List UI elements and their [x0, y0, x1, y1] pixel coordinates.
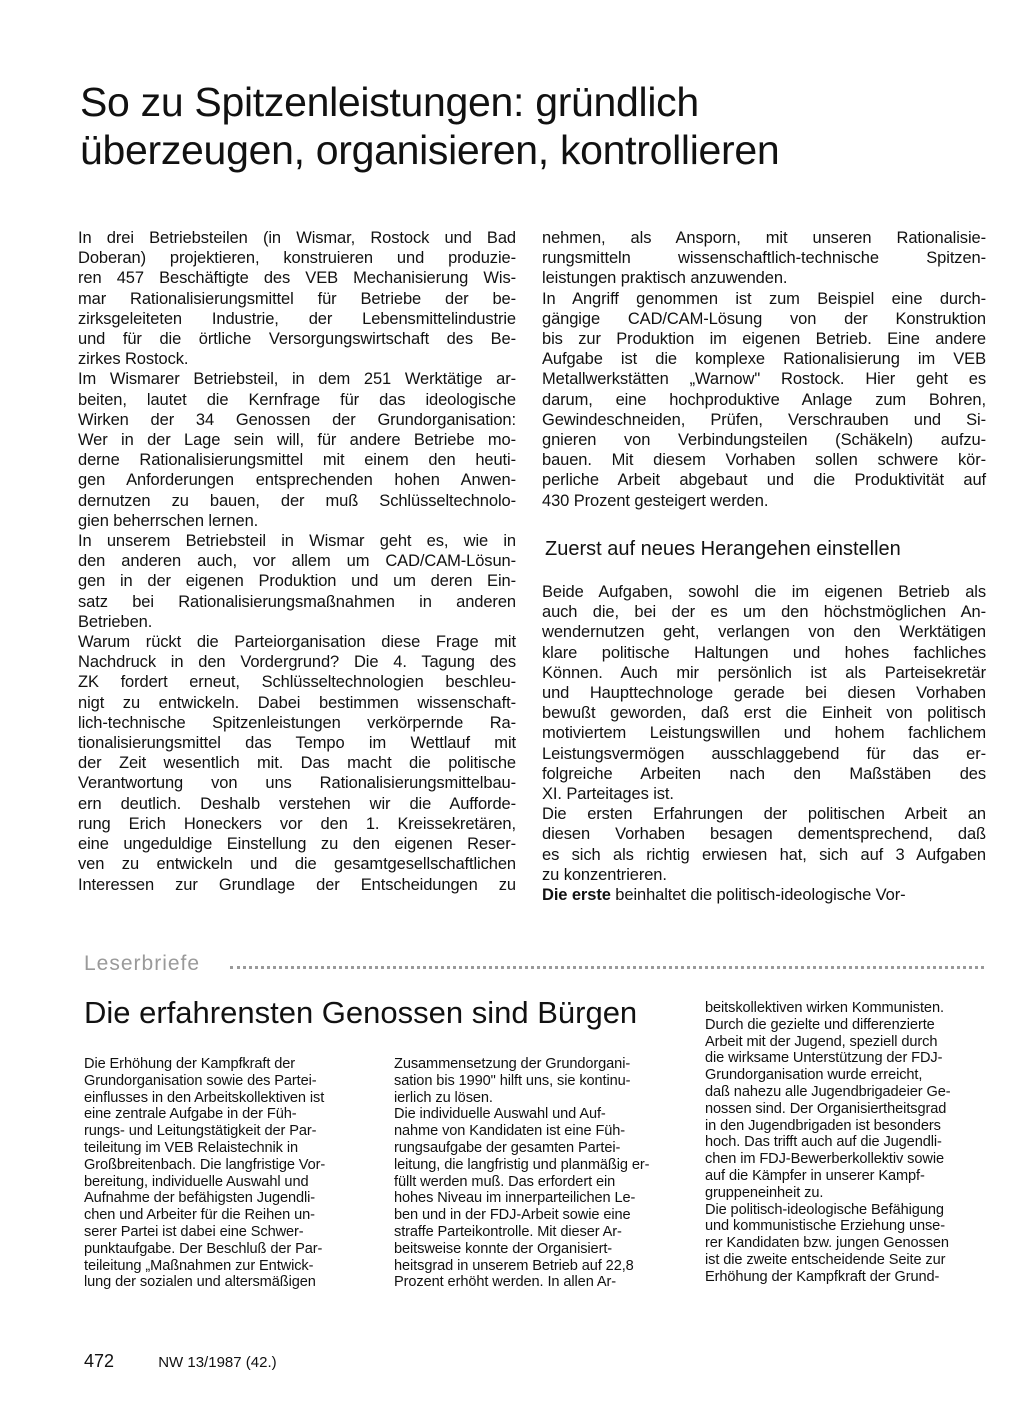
text-line: klare politische Haltungen und hohes fachliches — [542, 643, 986, 662]
text-line: Warum rückt die Parteiorganisation diese Frage mit — [78, 633, 516, 652]
text-line: serer Partei ist dabei eine Schwer- — [84, 1223, 304, 1240]
text-line: Aufgabe ist die komplexe Rationalisierung im VEB — [542, 350, 986, 369]
text-line: Prozent erhöht werden. In allen Ar- — [394, 1274, 617, 1291]
text-line: chen im FDJ-Bewerberkollektiv sowie — [705, 1151, 944, 1168]
text-line: chen und Arbeiter für die Reihen un- — [84, 1207, 315, 1224]
text-line: dernutzen zu bauen, der muß Schlüsseltechnolo- — [78, 491, 516, 510]
text-line: Beide Aufgaben, sowohl die im eigenen Betrieb als — [542, 583, 986, 601]
text-line: ierlich zu lösen. — [394, 1089, 493, 1106]
text-line: beitskollektiven wirken Kommunisten. — [705, 1000, 944, 1016]
text-line: Nachdruck in den Vordergrund? Die 4. Tagung des — [78, 653, 516, 672]
text-line: bewußt geworden, daß erst die Einheit von politisch — [542, 704, 986, 723]
text-line: satz bei Rationalisierungsmaßnahmen in anderen — [78, 592, 516, 611]
text-line: gen Anforderungen entsprechenden hohen Anwen- — [78, 471, 516, 490]
text-line: Die individuelle Auswahl und Auf- — [394, 1106, 606, 1123]
text-line: Interessen zur Grundlage der Entscheidungen zu — [78, 875, 516, 894]
text-line: es sich als richtig erwiesen hat, sich auf 3 Aufgaben — [542, 845, 986, 864]
page-number: 472 — [84, 1351, 115, 1371]
text-line: straffe Parteikontrolle. Mit dieser Ar- — [394, 1223, 622, 1240]
text-line: ern deutlich. Deshalb verstehen wir die Aufforde- — [78, 794, 516, 813]
article1-right-column-bottom — [542, 582, 986, 885]
text-line: Grundorganisation wurde erreicht, — [705, 1067, 923, 1084]
text-line: motiviertem Leistungswillen und hohem fachlichem — [542, 724, 986, 743]
text-line: die wirksame Unterstützung der FDJ- — [705, 1050, 943, 1067]
text-line: füllt werden muß. Das erfordert ein — [394, 1173, 616, 1190]
text-line: diesen Vorhaben besagen dementsprechend, daß — [542, 825, 986, 844]
text-line: In Angriff genommen ist zum Beispiel eine durch- — [542, 289, 986, 308]
text-line: 430 Prozent gesteigert werden. — [542, 491, 769, 510]
text-line: auch die, bei der es um den höchstmöglichen An- — [542, 603, 986, 622]
headline-line-1: So zu Spitzenleistungen: gründlich — [80, 79, 699, 125]
text-line: zirksgeleiteten Industrie, der Lebensmittelindustrie — [78, 309, 516, 328]
text-line: beitsweise konnte der Organisiert- — [394, 1240, 613, 1257]
text-line: rung Erich Honeckers vor den 1. Kreissekretären, — [78, 814, 516, 833]
text-line: gnieren von Verbindungsteilen (Schäkeln) aufzu- — [542, 431, 986, 450]
headline-line-2: überzeugen, organisieren, kontrollieren — [80, 127, 780, 173]
text-line: rer Kandidaten bzw. jungen Genossen — [705, 1235, 949, 1252]
page-footer — [84, 1351, 277, 1372]
text-line: Die Erhöhung der Kampfkraft der — [84, 1056, 296, 1072]
text-line: Grundorganisation sowie des Partei- — [84, 1072, 317, 1089]
text-line: Wer in der Lage sein will, für andere Betriebe mo- — [78, 431, 516, 450]
text-line: Metallwerkstätten „Warnow" Rostock. Hier geht es — [542, 370, 986, 389]
headline — [80, 78, 940, 174]
text-line: daß nahezu alle Jugendbrigadeier Ge- — [705, 1083, 951, 1100]
text-line: den anderen auch, vor allem um CAD/CAM-Lösun- — [78, 552, 516, 571]
text-line: teileitung „Maßnahmen zur Entwick- — [84, 1257, 314, 1274]
text-line: nossen sind. Der Organisiertheitsgrad — [705, 1100, 947, 1117]
article2-column-1 — [84, 1056, 370, 1291]
text-line: wendernutzen geht, verlangen von den Werktätigen — [542, 623, 986, 642]
text-line: bereitung, individuelle Auswahl und — [84, 1173, 309, 1190]
text-line: sation bis 1990" hilft uns, sie kontinu- — [394, 1072, 631, 1089]
text-line: der Zeit wesentlich mit. Das macht die politische — [78, 754, 516, 773]
text-line: leitung, die langfristig und planmäßig er- — [394, 1156, 650, 1173]
text-line: und Haupttechnologe gerade bei diesen Vorhaben — [542, 684, 986, 703]
text-line: eine zentrale Aufgabe in der Füh- — [84, 1106, 297, 1123]
text-line: darum, eine hochproduktive Anlage zum Bohren, — [542, 390, 986, 409]
text-line: Betrieben. — [78, 612, 153, 631]
text-line: perliche Arbeit abgebaut und die Produktivität auf — [542, 471, 986, 490]
text-line: auf die Kämpfer in unserer Kampf- — [705, 1167, 925, 1184]
text-line: Gewindeschneiden, Prüfen, Verschrauben und Si- — [542, 410, 986, 429]
text-line: XI. Parteitages ist. — [542, 785, 674, 804]
text-line: beiten, lautet die Kernfrage für das ideologische — [78, 390, 516, 409]
text-line: leistungen praktisch anzuwenden. — [542, 269, 788, 288]
article1-last-line — [542, 885, 986, 905]
text-line: Können. Auch mir persönlich ist als Parteisekretär — [542, 663, 986, 682]
issue-label: NW 13/1987 (42.) — [158, 1354, 277, 1371]
text-line: Im Wismarer Betriebsteil, in dem 251 Werktätige ar- — [78, 370, 516, 389]
text-line: Erhöhung der Kampfkraft der Grund- — [705, 1268, 940, 1285]
text-line: hoch. Das trifft auch auf die Jugendli- — [705, 1134, 942, 1151]
text-line: Arbeit mit der Jugend, speziell durch — [705, 1033, 938, 1050]
text-line: gruppeneinheit zu. — [705, 1184, 824, 1201]
emphasis-erste: Die erste — [542, 886, 611, 904]
text-line: In drei Betriebsteilen (in Wismar, Rostock und Bad — [78, 229, 516, 247]
rubric-row — [84, 952, 984, 978]
text-line: lich-technische Spitzenleistungen verkörpernde Ra- — [78, 713, 516, 732]
text-line: nahme von Kandidaten ist eine Füh- — [394, 1123, 626, 1140]
text-line: rungs- und Leitungstätigkeit der Par- — [84, 1123, 317, 1140]
text-line: Verantwortung von uns Rationalisierungsmittelbau- — [78, 774, 516, 793]
text-line: Wirken der 34 Genossen der Grundorganisation: — [78, 410, 516, 429]
text-line: gien beherrschen lernen. — [78, 511, 259, 530]
text-line: in den Jugendbrigaden ist besonders — [705, 1117, 941, 1134]
text-line: Aufnahme der befähigsten Jugendli- — [84, 1190, 316, 1207]
text-line: eine ungeduldige Einstellung zu den eigenen Reser- — [78, 835, 516, 854]
text-line: Großbreitenbach. Die langfristige Vor- — [84, 1156, 326, 1173]
article1-left-column — [78, 228, 516, 895]
text-line: nigt zu entwickeln. Dabei bestimmen wissenschaft- — [78, 693, 516, 712]
text-line: gen in der eigenen Produktion und um deren Ein- — [78, 572, 516, 591]
text-line: ven zu entwickeln und die gesamtgesellschaftlichen — [78, 855, 516, 874]
text-line: lung der sozialen und altersmäßigen — [84, 1274, 316, 1291]
text-line: ben und in der FDJ-Arbeit sowie eine — [394, 1207, 631, 1224]
text-line: Die politisch-ideologische Befähigung — [705, 1201, 944, 1218]
text-line: Zusammensetzung der Grundorgani- — [394, 1056, 631, 1072]
text-line: zu konzentrieren. — [542, 865, 667, 884]
text-line: gängige CAD/CAM-Lösung von der Konstruktion — [542, 309, 986, 328]
article2-title: Die erfahrensten Genossen sind Bürgen — [84, 995, 638, 1030]
text-line: tionalisierungsmittel das Tempo im Wettlauf mit — [78, 734, 516, 753]
text-line: hohes Niveau im innerparteilichen Le- — [394, 1190, 636, 1207]
text-line: Die ersten Erfahrungen der politischen Arbeit an — [542, 805, 986, 824]
text-line: bauen. Mit diesem Vorhaben sollen schwere kör- — [542, 451, 986, 470]
text-line: Doberan) projektieren, konstruieren und produzie- — [78, 249, 516, 268]
text-line: In unserem Betriebsteil in Wismar geht es, wie in — [78, 532, 516, 551]
article2-column-2 — [394, 1056, 680, 1291]
text-line: und kommunistische Erziehung unse- — [705, 1218, 945, 1235]
text-line: nehmen, als Ansporn, mit unseren Rationalisie- — [542, 229, 986, 247]
article2-column-3 — [705, 1000, 991, 1286]
text-line: zirkes Rostock. — [78, 350, 189, 369]
text-line: teileitung im VEB Relaistechnik in — [84, 1139, 298, 1156]
text-line: mar Rationalisierungsmittel für Betriebe der be- — [78, 289, 516, 308]
text-line: derne Rationalisierungsmittel mit einem den heuti- — [78, 451, 516, 470]
last-line-text: beinhaltet die politisch-ideologische Vor- — [610, 886, 906, 904]
text-line: folgreiche Arbeiten nach den Maßstäben des — [542, 764, 986, 783]
rubric-divider — [230, 966, 984, 969]
text-line: einflusses in den Arbeitskollektiven ist — [84, 1089, 325, 1106]
article1-subheading: Zuerst auf neues Herangehen einstellen — [545, 538, 901, 560]
text-line: ZK fordert erneut, Schlüsseltechnologien beschleu- — [78, 673, 516, 692]
text-line: bis zur Produktion im eigenen Betrieb. Eine andere — [542, 330, 986, 349]
text-line: Leistungsvermögen ausschlaggebend für das er- — [542, 744, 986, 763]
rubric-label: Leserbriefe — [84, 952, 201, 975]
text-line: punktaufgabe. Der Beschluß der Par- — [84, 1240, 323, 1257]
article1-right-column-top — [542, 228, 986, 511]
text-line: heitsgrad in unserem Betrieb auf 22,8 — [394, 1257, 634, 1274]
text-line: ist die zweite entscheidende Seite zur — [705, 1251, 946, 1268]
text-line: rungsaufgabe der gesamten Partei- — [394, 1139, 621, 1156]
text-line: ren 457 Beschäftigte des VEB Mechanisierung Wis- — [78, 269, 516, 288]
text-line: rungsmitteln wissenschaftlich-technische Spitzen- — [542, 249, 986, 268]
text-line: und für die örtliche Versorgungswirtschaft des Be- — [78, 330, 516, 349]
text-line: Durch die gezielte und differenzierte — [705, 1016, 935, 1033]
